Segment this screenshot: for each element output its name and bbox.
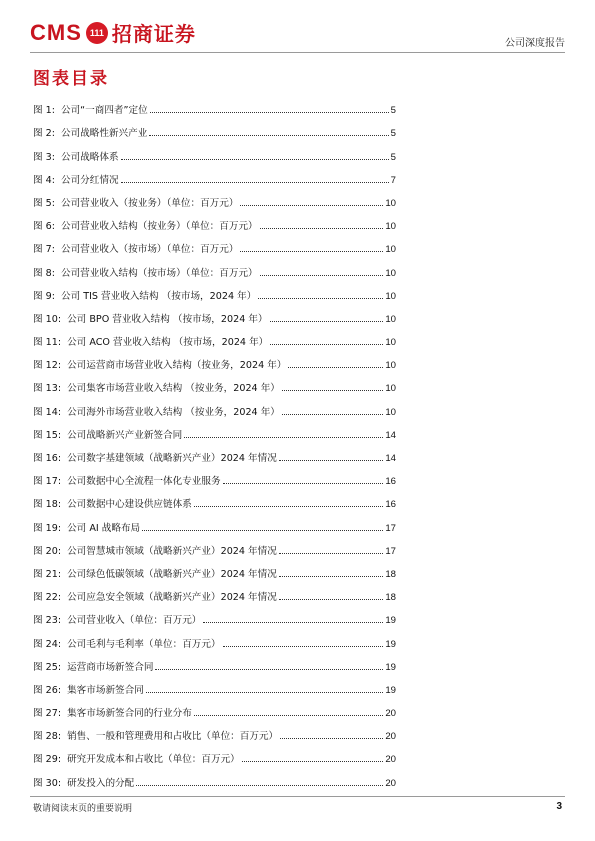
toc-leader-dots — [242, 760, 384, 762]
toc-entry-page: 10 — [385, 406, 396, 418]
toc-entry-number: 图 10: — [33, 313, 62, 325]
page-title: 图表目录 — [33, 69, 109, 89]
figure-table-of-contents — [33, 93, 396, 789]
toc-entry-page: 14 — [385, 429, 396, 441]
footer-disclaimer: 敬请阅读末页的重要说明 — [33, 804, 133, 814]
toc-leader-dots — [194, 505, 384, 507]
toc-entry-number: 图 6: — [33, 221, 55, 233]
toc-entry-title: 公司海外市场营业收入结构 （按业务，2024 年） — [67, 406, 280, 418]
page-number: 3 — [556, 801, 562, 812]
toc-entry[interactable] — [33, 209, 396, 232]
toc-entry-title: 研发投入的分配 — [67, 777, 135, 789]
toc-entry-title: 公司智慧城市领域（战略新兴产业）2024 年情况 — [67, 545, 277, 557]
toc-entry-page: 10 — [385, 221, 396, 233]
toc-entry-number: 图 26: — [33, 684, 62, 696]
toc-entry-title: 公司 ACO 营业收入结构 （按市场，2024 年） — [67, 337, 269, 349]
logo-mark-icon: 111 — [86, 22, 108, 44]
toc-leader-dots — [136, 784, 383, 786]
toc-leader-dots — [223, 482, 384, 484]
toc-entry[interactable] — [33, 673, 396, 696]
toc-leader-dots — [279, 575, 383, 577]
toc-entry-page: 10 — [385, 244, 396, 256]
toc-entry[interactable] — [33, 580, 396, 603]
toc-entry-title: 销售、一般和管理费用和占收比（单位：百万元） — [67, 731, 279, 743]
toc-entry-page: 18 — [385, 592, 396, 604]
toc-entry-title: 公司运营商市场营业收入结构（按业务，2024 年） — [67, 360, 287, 372]
toc-entry[interactable] — [33, 371, 396, 394]
toc-entry-number: 图 12: — [33, 360, 62, 372]
toc-entry[interactable] — [33, 742, 396, 765]
toc-entry-number: 图 14: — [33, 406, 62, 418]
logo-chinese-text: 招商证券 — [111, 22, 196, 46]
toc-entry-title: 公司战略体系 — [60, 151, 119, 163]
toc-entry[interactable] — [33, 186, 396, 209]
toc-entry-number: 图 9: — [33, 290, 55, 302]
toc-entry-page: 19 — [385, 661, 396, 673]
toc-entry-page: 19 — [385, 615, 396, 627]
toc-entry-page: 18 — [385, 568, 396, 580]
toc-entry-number: 图 30: — [33, 777, 62, 789]
toc-entry[interactable] — [33, 279, 396, 302]
toc-entry-number: 图 24: — [33, 638, 62, 650]
toc-entry-page: 10 — [385, 313, 396, 325]
toc-leader-dots — [288, 366, 383, 368]
toc-leader-dots — [282, 413, 383, 415]
toc-leader-dots — [282, 389, 383, 391]
toc-leader-dots — [240, 250, 383, 252]
toc-entry-number: 图 22: — [33, 592, 62, 604]
toc-entry-title: 公司分红情况 — [60, 174, 119, 186]
toc-leader-dots — [194, 714, 384, 716]
toc-entry-title: 公司“一商四者”定位 — [60, 105, 148, 117]
toc-entry-number: 图 18: — [33, 499, 62, 511]
toc-entry-page: 5 — [390, 151, 396, 163]
toc-entry-page: 7 — [390, 174, 396, 186]
toc-leader-dots — [155, 668, 383, 670]
toc-entry[interactable] — [33, 93, 396, 116]
header-divider — [30, 52, 565, 53]
toc-entry-page: 17 — [385, 522, 396, 534]
toc-leader-dots — [149, 134, 388, 136]
toc-entry-title: 运营商市场新签合同 — [67, 661, 154, 673]
toc-entry-number: 图 21: — [33, 568, 62, 580]
toc-entry-page: 16 — [385, 499, 396, 511]
toc-entry-title: 公司数据中心全流程一体化专业服务 — [67, 476, 221, 488]
toc-leader-dots — [121, 158, 389, 160]
page-header — [30, 16, 565, 52]
toc-leader-dots — [270, 343, 383, 345]
toc-entry[interactable] — [33, 719, 396, 742]
toc-entry[interactable] — [33, 441, 396, 464]
toc-leader-dots — [240, 204, 383, 206]
toc-leader-dots — [121, 181, 389, 183]
footer-divider — [30, 796, 565, 797]
toc-entry-title: 公司营业收入（按市场）（单位：百万元） — [60, 244, 239, 256]
toc-entry-page: 19 — [385, 684, 396, 696]
toc-entry[interactable] — [33, 302, 396, 325]
toc-entry[interactable] — [33, 487, 396, 510]
toc-entry-title: 公司营业收入（单位：百万元） — [67, 615, 202, 627]
toc-entry-page: 5 — [390, 128, 396, 140]
toc-entry[interactable] — [33, 232, 396, 255]
toc-entry-page: 10 — [385, 337, 396, 349]
toc-entry[interactable] — [33, 139, 396, 162]
toc-entry[interactable] — [33, 603, 396, 626]
toc-entry-number: 图 11: — [33, 337, 62, 349]
toc-entry-number: 图 25: — [33, 661, 62, 673]
toc-entry-page: 17 — [385, 545, 396, 557]
toc-entry[interactable] — [33, 464, 396, 487]
toc-leader-dots — [279, 598, 383, 600]
toc-leader-dots — [258, 297, 383, 299]
toc-leader-dots — [146, 691, 383, 693]
toc-entry-title: 公司营业收入结构（按业务）（单位：百万元） — [60, 221, 258, 233]
toc-entry-number: 图 17: — [33, 476, 62, 488]
toc-entry-number: 图 15: — [33, 429, 62, 441]
toc-entry[interactable] — [33, 255, 396, 278]
toc-leader-dots — [260, 227, 384, 229]
toc-entry-title: 公司应急安全领域（战略新兴产业）2024 年情况 — [67, 592, 277, 604]
toc-entry-title: 公司营业收入结构（按市场）（单位：百万元） — [60, 267, 258, 279]
toc-entry[interactable] — [33, 348, 396, 371]
toc-leader-dots — [279, 459, 383, 461]
toc-entry-number: 图 7: — [33, 244, 55, 256]
toc-entry[interactable] — [33, 650, 396, 673]
toc-leader-dots — [279, 552, 383, 554]
toc-entry[interactable] — [33, 510, 396, 533]
toc-entry-title: 公司 AI 战略布局 — [67, 522, 141, 534]
toc-entry-page: 14 — [385, 453, 396, 464]
toc-entry-title: 公司战略性新兴产业 — [60, 128, 148, 140]
toc-entry-number: 图 23: — [33, 615, 62, 627]
toc-entry-title: 公司数据中心建设供应链体系 — [67, 499, 192, 511]
toc-entry-title: 集客市场新签合同的行业分布 — [67, 708, 192, 720]
toc-leader-dots — [203, 621, 383, 623]
toc-entry-number: 图 1: — [33, 105, 55, 117]
toc-entry[interactable] — [33, 534, 396, 557]
toc-leader-dots — [142, 529, 383, 531]
toc-entry[interactable] — [33, 696, 396, 719]
toc-entry-number: 图 13: — [33, 383, 62, 395]
toc-entry-title: 公司数字基建领域（战略新兴产业）2024 年情况 — [67, 453, 277, 464]
toc-entry[interactable] — [33, 163, 396, 186]
toc-entry-title: 公司集客市场营业收入结构 （按业务，2024 年） — [67, 383, 280, 395]
toc-entry-page: 20 — [385, 731, 396, 743]
toc-leader-dots — [270, 320, 384, 322]
toc-entry-title: 公司营业收入（按业务）（单位：百万元） — [60, 197, 239, 209]
toc-entry-title: 集客市场新签合同 — [67, 684, 144, 696]
toc-entry-page: 10 — [385, 360, 396, 372]
toc-entry-title: 研究开发成本和占收比（单位：百万元） — [67, 754, 240, 766]
toc-entry-number: 图 2: — [33, 128, 55, 140]
toc-entry-number: 图 28: — [33, 731, 62, 743]
toc-entry-number: 图 3: — [33, 151, 55, 163]
toc-entry-page: 10 — [385, 197, 396, 209]
toc-entry-page: 20 — [385, 777, 396, 789]
toc-entry-page: 10 — [385, 290, 396, 302]
toc-entry-number: 图 19: — [33, 522, 62, 534]
toc-entry[interactable] — [33, 116, 396, 139]
toc-entry[interactable] — [33, 765, 396, 788]
toc-leader-dots — [223, 645, 384, 647]
toc-entry-number: 图 29: — [33, 754, 62, 766]
toc-leader-dots — [150, 111, 389, 113]
toc-entry-number: 图 16: — [33, 453, 62, 464]
toc-entry-title: 公司战略新兴产业新签合同 — [67, 429, 183, 441]
toc-entry-number: 图 20: — [33, 545, 62, 557]
report-type-label: 公司深度报告 — [505, 38, 565, 49]
toc-entry-page: 10 — [385, 383, 396, 395]
toc-entry-page: 20 — [385, 708, 396, 720]
toc-entry-page: 5 — [390, 105, 396, 117]
toc-entry-title: 公司 TIS 营业收入结构 （按市场，2024 年） — [60, 290, 257, 302]
toc-entry-page: 16 — [385, 476, 396, 488]
toc-entry-title: 公司 BPO 营业收入结构 （按市场，2024 年） — [67, 313, 268, 325]
toc-entry[interactable] — [33, 394, 396, 417]
toc-entry-number: 图 4: — [33, 174, 55, 186]
toc-entry-page: 10 — [385, 267, 396, 279]
toc-entry[interactable] — [33, 418, 396, 441]
toc-entry-number: 图 8: — [33, 267, 55, 279]
toc-entry[interactable] — [33, 557, 396, 580]
toc-entry-number: 图 27: — [33, 708, 62, 720]
toc-entry[interactable] — [33, 626, 396, 649]
toc-entry-number: 图 5: — [33, 197, 55, 209]
toc-entry-page: 19 — [385, 638, 396, 650]
cms-logo — [30, 18, 196, 47]
toc-entry-title: 公司绿色低碳领域（战略新兴产业）2024 年情况 — [67, 568, 277, 580]
logo-latin-text: CMS — [30, 19, 82, 45]
toc-entry-page: 20 — [385, 754, 396, 766]
toc-leader-dots — [260, 274, 384, 276]
toc-entry[interactable] — [33, 325, 396, 348]
toc-entry-title: 公司毛利与毛利率（单位：百万元） — [67, 638, 221, 650]
toc-leader-dots — [280, 737, 383, 739]
toc-leader-dots — [184, 436, 383, 438]
